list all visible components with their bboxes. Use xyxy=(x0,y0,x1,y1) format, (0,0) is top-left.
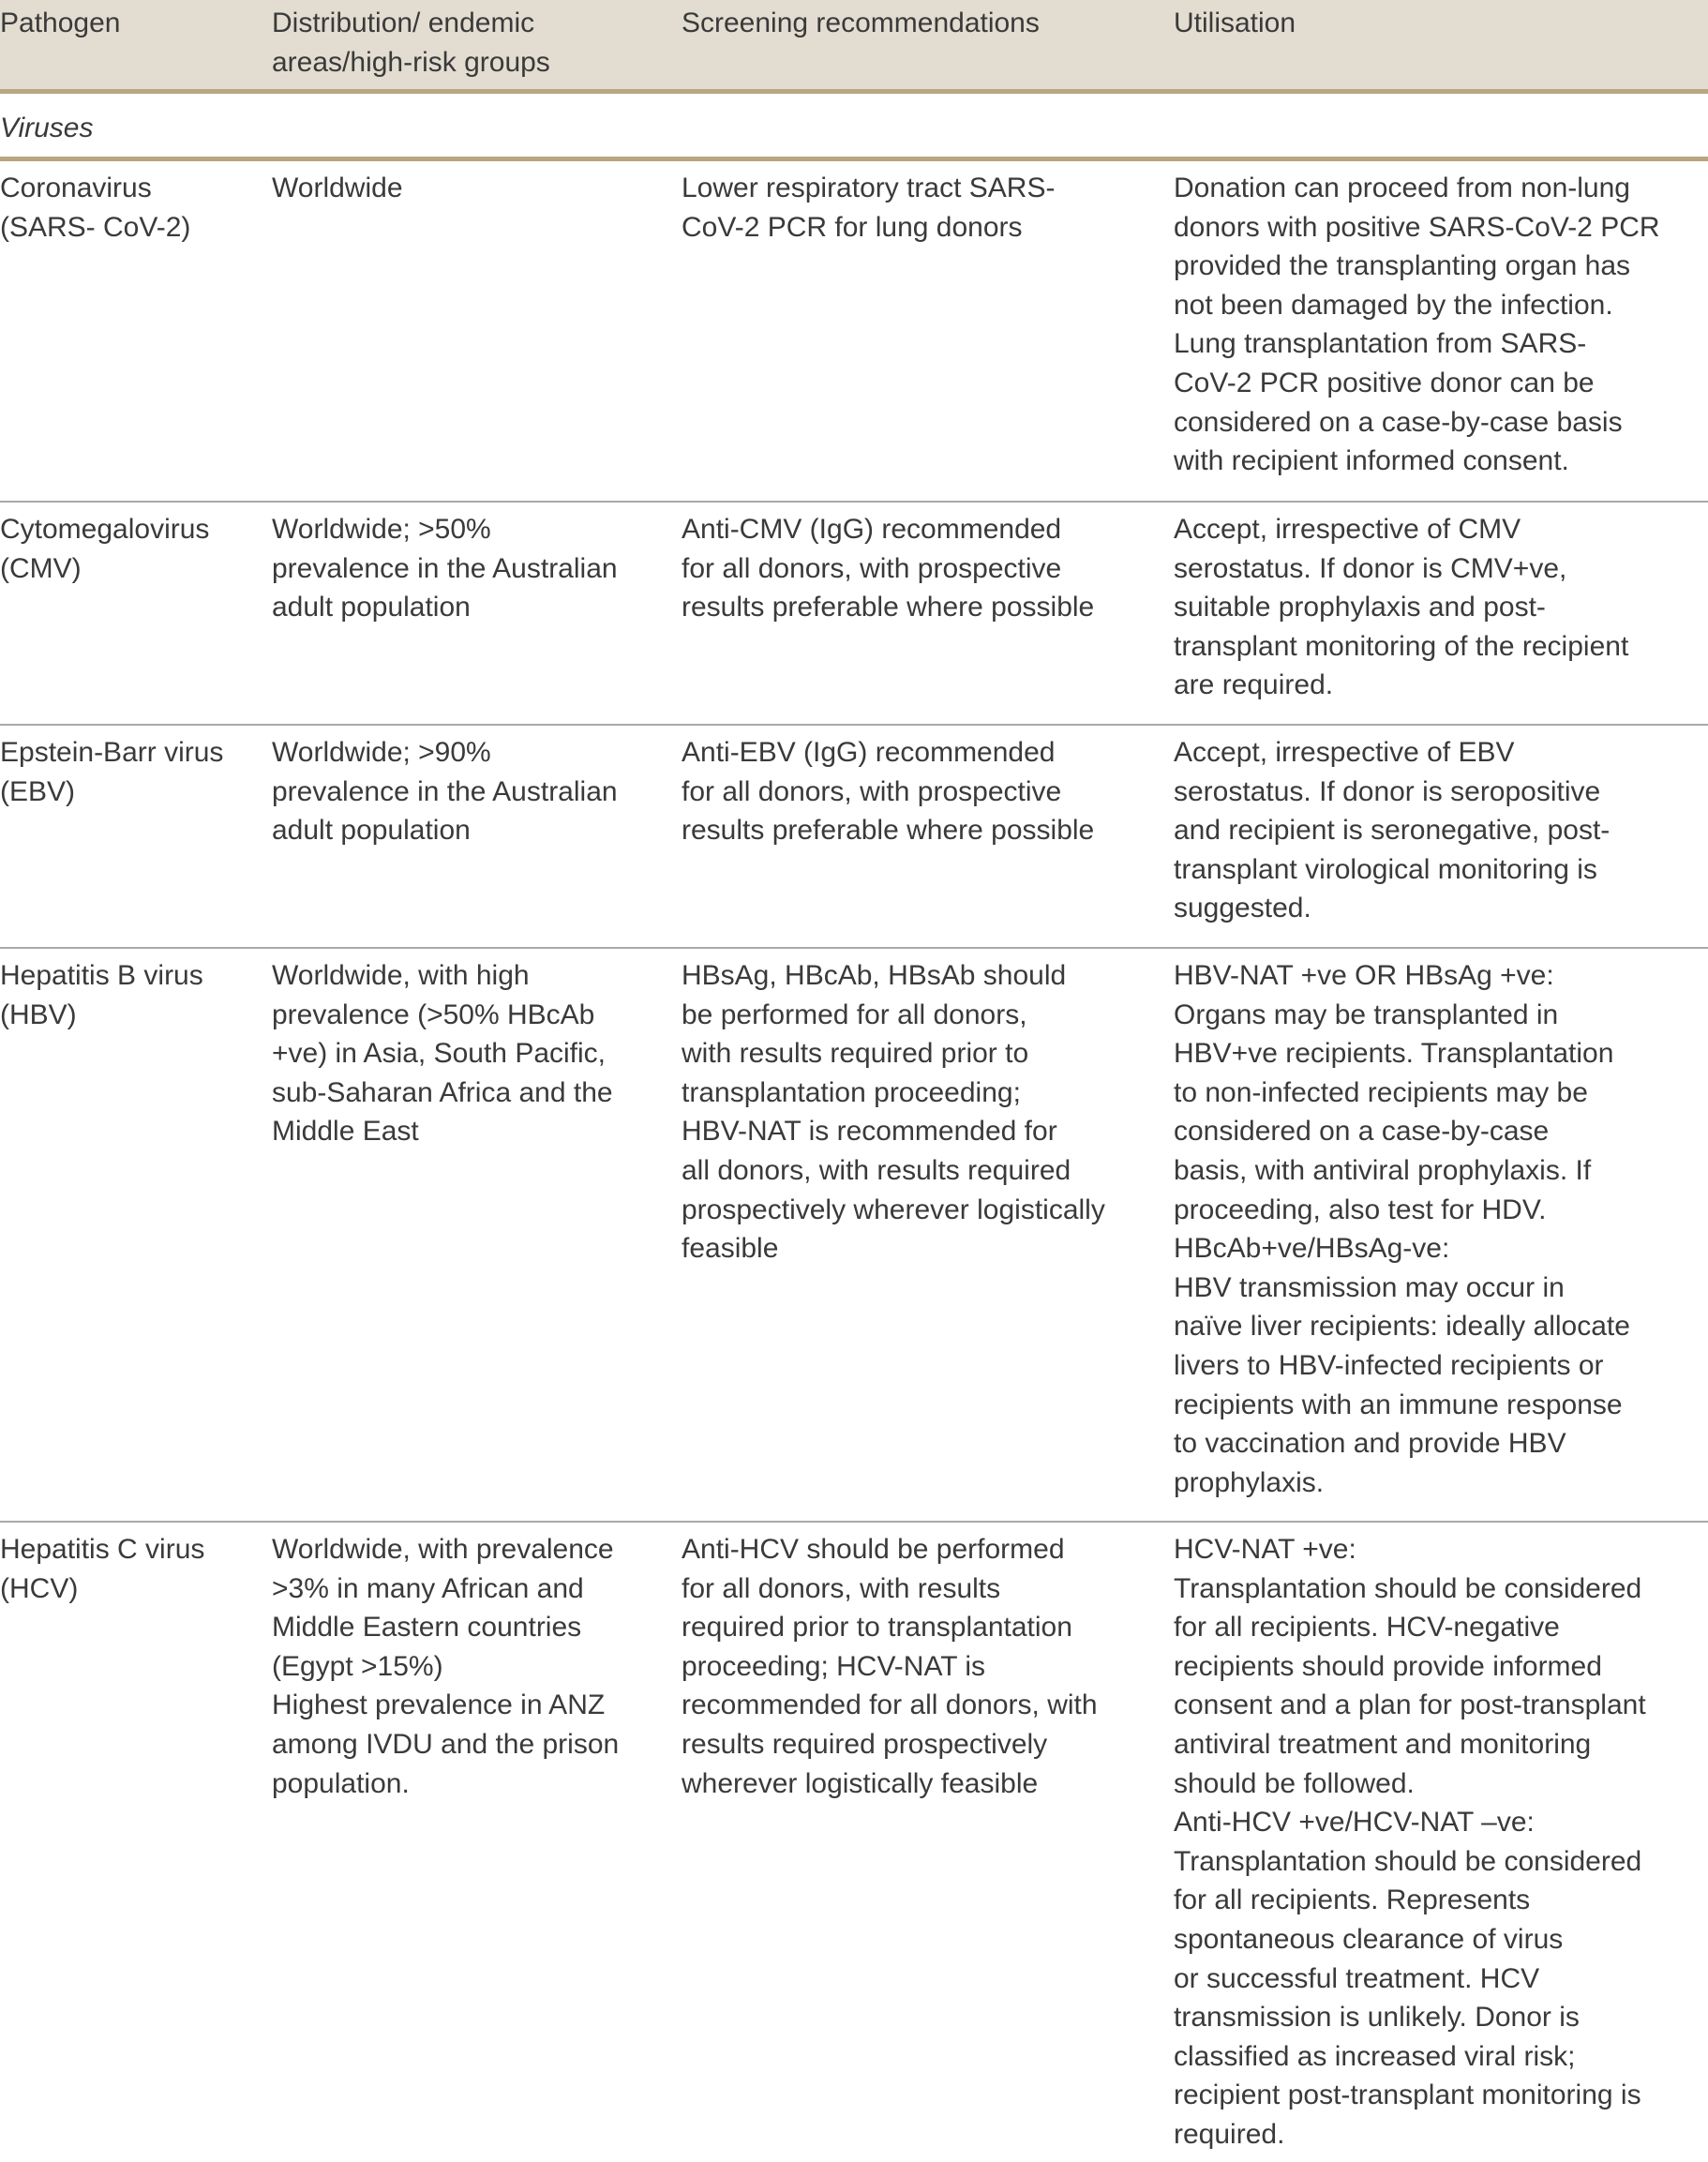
table-header xyxy=(0,0,1708,94)
distribution-cell: Worldwide xyxy=(272,173,403,203)
screening-cell: Lower respiratory tract SARS- CoV-2 PCR for lung donors xyxy=(682,173,1056,243)
pathogen-cell: Hepatitis B virus (HBV) xyxy=(0,960,203,1030)
screening-cell: HBsAg, HBcAb, HBsAb should be performed for all donors, with results required prior to transplantation proceeding; HBV-NAT is recommended for all donors, with results required prospectively wherever logistically feasible xyxy=(682,960,1105,1265)
header-pathogen: Pathogen xyxy=(0,8,121,38)
utilisation-cell: Accept, irrespective of CMV serostatus. If donor is CMV+ve, suitable prophylaxis and post- transplant monitoring of the recipient are required. xyxy=(1174,514,1629,701)
screening-cell: Anti-CMV (IgG) recommended for all donors, with prospective results preferable where possible xyxy=(682,514,1095,623)
header-screening: Screening recommendations xyxy=(682,8,1040,38)
section-label-viruses: Viruses xyxy=(0,94,1708,161)
distribution-cell: Worldwide; >50% prevalence in the Australian adult population xyxy=(272,514,618,623)
distribution-cell: Worldwide, with prevalence >3% in many African and Middle Eastern countries (Egypt >15%) Highest prevalence in ANZ among IVDU and the prison population. xyxy=(272,1534,620,1799)
pathogen-cell: Coronavirus (SARS- CoV-2) xyxy=(0,173,191,243)
pathogen-cell: Hepatitis C virus (HCV) xyxy=(0,1534,205,1604)
table-row xyxy=(0,1523,1708,2162)
screening-cell: Anti-HCV should be performed for all donors, with results required prior to transplantation proceeding; HCV-NAT is recommended for all donors, with results required prospectively wherever logistically feasible xyxy=(682,1534,1098,1799)
header-utilisation: Utilisation xyxy=(1174,8,1296,38)
utilisation-cell: HCV-NAT +ve: Transplantation should be considered for all recipients. HCV-negative recipients should provide informed consent and a plan for post-transplant antiviral treatment and monitoring should be followed. Anti-HCV +ve/HCV-NAT –ve: Transplantation should be considered for all recipients. Represents spontaneous clearance of virus or successful treatment. HCV transmission is unlikely. Donor is classified as increased viral risk; recipient post-transplant monitoring is required. xyxy=(1174,1534,1646,2150)
utilisation-cell: Donation can proceed from non-lung donors with positive SARS-CoV-2 PCR provided the transplanting organ has not been damaged by the infection. Lung transplantation from SARS- CoV-2 PCR positive donor can be considered on a case-by-case basis with recipient informed consent. xyxy=(1174,173,1660,477)
distribution-cell: Worldwide; >90% prevalence in the Australian adult population xyxy=(272,737,618,847)
pathogen-cell: Epstein-Barr virus (EBV) xyxy=(0,737,224,807)
table-row xyxy=(0,503,1708,726)
header-distribution: Distribution/ endemic areas/high-risk groups xyxy=(272,8,550,78)
distribution-cell: Worldwide, with high prevalence (>50% HBcAb +ve) in Asia, South Pacific, sub-Saharan Africa and the Middle East xyxy=(272,960,613,1148)
table-row xyxy=(0,726,1708,949)
table-row xyxy=(0,949,1708,1523)
table-row xyxy=(0,161,1708,503)
utilisation-cell: Accept, irrespective of EBV serostatus. If donor is seropositive and recipient is seronegative, post- transplant virological monitoring is suggested. xyxy=(1174,737,1611,924)
screening-cell: Anti-EBV (IgG) recommended for all donors, with prospective results preferable where possible xyxy=(682,737,1095,847)
utilisation-cell: HBV-NAT +ve OR HBsAg +ve: Organs may be transplanted in HBV+ve recipients. Transplantation to non-infected recipients may be considered on a case-by-case basis, with antiviral prophylaxis. If proceeding, also test for HDV. HBcAb+ve/HBsAg-ve: HBV transmission may occur in naïve liver recipients: ideally allocate livers to HBV-infected recipients or recipients with an immune response to vaccination and provide HBV prophylaxis. xyxy=(1174,960,1630,1498)
pathogen-cell: Cytomegalovirus (CMV) xyxy=(0,514,210,584)
